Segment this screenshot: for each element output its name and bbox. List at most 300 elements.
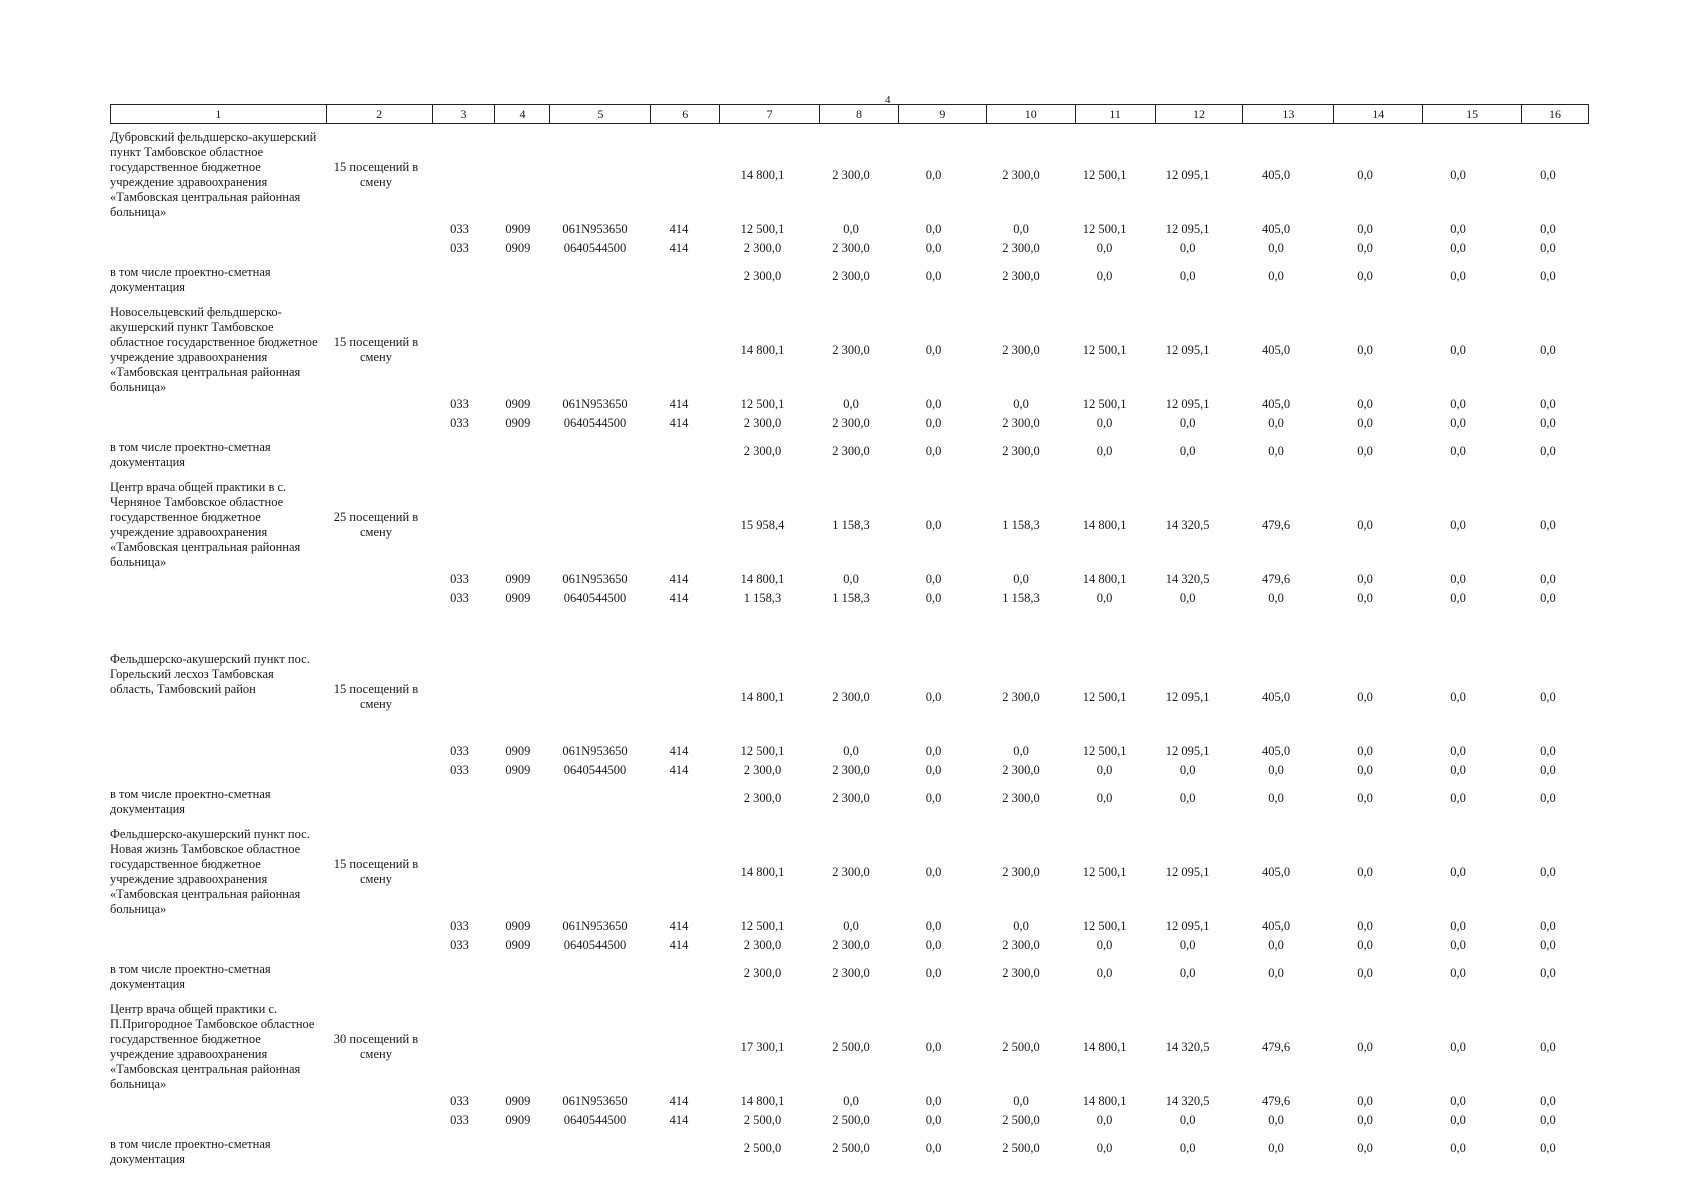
empty-cell <box>645 305 713 343</box>
column-header: 14 <box>1334 105 1423 123</box>
table-row <box>110 440 1589 472</box>
facility-name: Центр врача общей практики в с. Черняное Тамбовское областное государственное бюджетное учреждение здравоохранения «Тамбовская центральная районная больница» <box>110 480 301 569</box>
value-cell: 2 500,0 <box>1002 1040 1040 1054</box>
empty-cell <box>545 1002 645 1040</box>
value-cell: 0,0 <box>1450 1040 1466 1054</box>
value-cell: 2 300,0 <box>1002 690 1040 704</box>
value-cell: 2 300,0 <box>1002 168 1040 182</box>
value-cell: 0,0 <box>1450 966 1466 980</box>
value-cell: 0,0 <box>1013 397 1029 411</box>
value-cell: 0,0 <box>925 269 942 283</box>
value-cell: 0,0 <box>1540 222 1556 236</box>
value-cell: 0,0 <box>1096 269 1113 283</box>
section-code: 0909 <box>505 241 531 255</box>
empty-cell <box>428 827 490 865</box>
section-code: 0909 <box>505 1113 531 1127</box>
table-row <box>110 744 1589 763</box>
value-cell: 12 500,1 <box>1082 168 1127 182</box>
empty-cell <box>491 305 545 343</box>
value-cell: 12 500,1 <box>1082 919 1127 933</box>
expense-type: 414 <box>669 919 689 933</box>
value-cell: 0,0 <box>1013 1094 1029 1108</box>
value-cell: 0,0 <box>1179 591 1196 605</box>
value-cell: 0,0 <box>843 572 859 586</box>
table-row <box>110 416 1589 435</box>
value-cell: 2 300,0 <box>832 241 870 255</box>
table-row <box>110 1137 1589 1169</box>
value-cell: 0,0 <box>1357 343 1373 357</box>
value-cell: 2 500,0 <box>743 1141 782 1155</box>
value-cell: 0,0 <box>925 518 942 532</box>
column-header: 12 <box>1156 105 1244 123</box>
chapter-code: 033 <box>450 1113 469 1127</box>
value-cell: 0,0 <box>1096 444 1113 458</box>
expense-type: 414 <box>669 938 689 952</box>
value-cell: 0,0 <box>1268 938 1284 952</box>
value-cell: 405,0 <box>1262 343 1291 357</box>
value-cell: 12 095,1 <box>1165 744 1210 758</box>
column-header: 2 <box>327 105 433 123</box>
value-cell: 0,0 <box>1096 938 1113 952</box>
facility-name: Центр врача общей практики с. П.Пригородное Тамбовское областное государственное бюджетное учреждение здравоохранения «Тамбовская центральная районная больница» <box>110 1002 315 1091</box>
column-header: 13 <box>1243 105 1334 123</box>
value-cell: 405,0 <box>1262 222 1291 236</box>
section-code: 0909 <box>505 744 531 758</box>
value-cell: 2 500,0 <box>832 1040 870 1054</box>
table-row-group <box>110 652 1589 827</box>
empty-cell <box>645 1137 713 1141</box>
value-cell: 2 300,0 <box>832 444 870 458</box>
value-cell: 0,0 <box>1096 1141 1113 1155</box>
value-cell: 0,0 <box>1357 1113 1373 1127</box>
value-cell: 0,0 <box>1013 222 1029 236</box>
chapter-code: 033 <box>450 397 469 411</box>
value-cell: 0,0 <box>1268 241 1284 255</box>
value-cell: 0,0 <box>1540 518 1556 532</box>
value-cell: 0,0 <box>1268 444 1284 458</box>
sub-rows <box>110 395 1589 435</box>
value-cell: 0,0 <box>1450 1113 1466 1127</box>
value-cell: 1 158,3 <box>743 591 782 605</box>
value-cell: 14 800,1 <box>1082 518 1127 532</box>
table-row <box>110 827 1589 917</box>
value-cell: 479,6 <box>1262 1094 1291 1108</box>
value-cell: 0,0 <box>1179 966 1196 980</box>
value-cell: 14 800,1 <box>740 690 785 704</box>
value-cell: 0,0 <box>1179 791 1196 805</box>
target-code: 061N953650 <box>562 397 628 411</box>
value-cell: 2 300,0 <box>1002 416 1040 430</box>
section-code: 0909 <box>505 763 531 777</box>
value-cell: 2 300,0 <box>832 269 870 283</box>
value-cell: 0,0 <box>1013 919 1029 933</box>
table-row <box>110 572 1589 591</box>
value-cell: 0,0 <box>1450 397 1466 411</box>
target-code: 0640544500 <box>563 416 627 430</box>
column-header: 7 <box>720 105 820 123</box>
value-cell: 0,0 <box>1357 168 1373 182</box>
value-cell: 2 300,0 <box>832 168 870 182</box>
empty-cell <box>645 827 713 865</box>
value-cell: 2 300,0 <box>1002 763 1040 777</box>
expense-type: 414 <box>669 1113 689 1127</box>
value-cell: 14 800,1 <box>740 168 785 182</box>
including-label: в том числе проектно-сметная документация <box>110 265 271 294</box>
value-cell: 12 500,1 <box>1082 397 1127 411</box>
value-cell: 12 500,1 <box>1082 690 1127 704</box>
value-cell: 2 300,0 <box>743 241 782 255</box>
capacity: 25 посещений в смену <box>333 510 419 539</box>
empty-cell <box>428 1002 490 1040</box>
table-row <box>110 1002 1589 1092</box>
table-row-group <box>110 827 1589 1002</box>
empty-cell <box>645 440 713 444</box>
value-cell: 14 800,1 <box>740 1094 785 1108</box>
value-cell: 0,0 <box>925 444 942 458</box>
empty-cell <box>645 130 713 168</box>
table-row <box>110 938 1589 957</box>
value-cell: 0,0 <box>925 1094 942 1108</box>
value-cell: 0,0 <box>1357 938 1373 952</box>
value-cell: 0,0 <box>1268 763 1284 777</box>
value-cell: 0,0 <box>925 966 942 980</box>
target-code: 061N953650 <box>562 919 628 933</box>
value-cell: 0,0 <box>1357 241 1373 255</box>
section-code: 0909 <box>505 591 531 605</box>
value-cell: 0,0 <box>1268 1141 1284 1155</box>
expense-type: 414 <box>669 241 689 255</box>
empty-cell <box>491 962 545 966</box>
sub-rows <box>110 742 1589 782</box>
value-cell: 0,0 <box>1540 865 1556 879</box>
section-code: 0909 <box>505 1094 531 1108</box>
value-cell: 2 500,0 <box>832 1113 870 1127</box>
expense-type: 414 <box>669 222 689 236</box>
including-label: в том числе проектно-сметная документация <box>110 440 271 469</box>
capacity: 15 посещений в смену <box>333 335 419 364</box>
value-cell: 0,0 <box>1540 444 1556 458</box>
value-cell: 2 300,0 <box>832 690 870 704</box>
value-cell: 0,0 <box>1450 168 1466 182</box>
table-row-group <box>110 1002 1589 1177</box>
value-cell: 0,0 <box>1357 518 1373 532</box>
value-cell: 0,0 <box>1357 1094 1373 1108</box>
empty-cell <box>545 440 645 444</box>
value-cell: 0,0 <box>1450 241 1466 255</box>
including-label: в том числе проектно-сметная документация <box>110 1137 271 1166</box>
value-cell: 0,0 <box>1540 1040 1556 1054</box>
value-cell: 0,0 <box>1450 343 1466 357</box>
value-cell: 0,0 <box>1540 1113 1556 1127</box>
value-cell: 0,0 <box>1540 572 1556 586</box>
empty-cell <box>491 787 545 791</box>
chapter-code: 033 <box>450 763 469 777</box>
table-row <box>110 919 1589 938</box>
empty-cell <box>428 787 490 791</box>
value-cell: 0,0 <box>1450 444 1466 458</box>
value-cell: 2 300,0 <box>1002 791 1040 805</box>
value-cell: 12 500,1 <box>1082 222 1127 236</box>
value-cell: 14 320,5 <box>1165 572 1210 586</box>
empty-cell <box>645 1002 713 1040</box>
sub-rows <box>110 917 1589 957</box>
value-cell: 0,0 <box>1357 865 1373 879</box>
value-cell: 2 300,0 <box>743 416 782 430</box>
sub-rows <box>110 220 1589 260</box>
value-cell: 0,0 <box>1179 938 1196 952</box>
target-code: 061N953650 <box>562 222 628 236</box>
column-header: 1 <box>111 105 327 123</box>
value-cell: 0,0 <box>925 168 942 182</box>
empty-cell <box>545 265 645 269</box>
value-cell: 0,0 <box>1179 241 1196 255</box>
empty-cell <box>545 130 645 168</box>
value-cell: 0,0 <box>1540 343 1556 357</box>
column-header: 11 <box>1076 105 1156 123</box>
value-cell: 0,0 <box>1450 938 1466 952</box>
empty-cell <box>491 1002 545 1040</box>
value-cell: 0,0 <box>1540 241 1556 255</box>
value-cell: 2 300,0 <box>743 444 782 458</box>
value-cell: 0,0 <box>1268 791 1284 805</box>
empty-cell <box>545 787 645 791</box>
value-cell: 14 320,5 <box>1165 518 1210 532</box>
value-cell: 0,0 <box>925 865 942 879</box>
value-cell: 14 800,1 <box>1082 1094 1127 1108</box>
empty-cell <box>428 652 490 690</box>
value-cell: 12 095,1 <box>1165 343 1210 357</box>
value-cell: 405,0 <box>1262 744 1291 758</box>
column-header: 4 <box>495 105 550 123</box>
column-header: 10 <box>987 105 1076 123</box>
value-cell: 0,0 <box>1357 416 1373 430</box>
value-cell: 0,0 <box>1450 865 1466 879</box>
empty-cell <box>545 652 645 690</box>
value-cell: 2 300,0 <box>832 343 870 357</box>
table-row-group <box>110 130 1589 305</box>
facility-name: Дубровский фельдшерско-акушерский пункт Тамбовское областное государственное бюджетное учреждение здравоохранения «Тамбовская центральная районная больница» <box>110 130 317 219</box>
section-code: 0909 <box>505 416 531 430</box>
page-number: 4 <box>885 94 891 106</box>
value-cell: 479,6 <box>1262 1040 1291 1054</box>
table-row <box>110 962 1589 994</box>
value-cell: 0,0 <box>1357 791 1373 805</box>
value-cell: 14 800,1 <box>740 343 785 357</box>
value-cell: 0,0 <box>925 690 942 704</box>
value-cell: 14 800,1 <box>1082 572 1127 586</box>
chapter-code: 033 <box>450 919 469 933</box>
value-cell: 0,0 <box>925 791 942 805</box>
empty-cell <box>491 440 545 444</box>
value-cell: 12 095,1 <box>1165 919 1210 933</box>
empty-cell <box>428 305 490 343</box>
value-cell: 0,0 <box>1540 763 1556 777</box>
empty-cell <box>545 480 645 518</box>
capacity: 15 посещений в смену <box>333 160 419 189</box>
value-cell: 2 300,0 <box>832 966 870 980</box>
expense-type: 414 <box>669 744 689 758</box>
value-cell: 14 800,1 <box>740 572 785 586</box>
column-header: 3 <box>433 105 496 123</box>
value-cell: 2 300,0 <box>1002 269 1040 283</box>
value-cell: 0,0 <box>1450 791 1466 805</box>
value-cell: 2 300,0 <box>832 865 870 879</box>
including-label: в том числе проектно-сметная документация <box>110 962 271 991</box>
value-cell: 0,0 <box>1357 222 1373 236</box>
value-cell: 2 300,0 <box>1002 343 1040 357</box>
value-cell: 0,0 <box>925 938 942 952</box>
value-cell: 0,0 <box>925 241 942 255</box>
chapter-code: 033 <box>450 416 469 430</box>
value-cell: 405,0 <box>1262 690 1291 704</box>
value-cell: 0,0 <box>1096 763 1113 777</box>
table-row-group <box>110 305 1589 480</box>
empty-cell <box>491 480 545 518</box>
value-cell: 2 300,0 <box>832 763 870 777</box>
value-cell: 0,0 <box>925 763 942 777</box>
section-code: 0909 <box>505 572 531 586</box>
empty-cell <box>545 305 645 343</box>
value-cell: 0,0 <box>1357 269 1373 283</box>
expense-type: 414 <box>669 591 689 605</box>
value-cell: 0,0 <box>1540 1141 1556 1155</box>
value-cell: 0,0 <box>925 343 942 357</box>
empty-cell <box>491 130 545 168</box>
value-cell: 0,0 <box>1540 269 1556 283</box>
value-cell: 0,0 <box>1450 690 1466 704</box>
value-cell: 12 095,1 <box>1165 168 1210 182</box>
value-cell: 0,0 <box>843 744 859 758</box>
column-header: 8 <box>820 105 899 123</box>
value-cell: 17 300,1 <box>740 1040 785 1054</box>
value-cell: 15 958,4 <box>740 518 785 532</box>
section-code: 0909 <box>505 397 531 411</box>
empty-cell <box>645 480 713 518</box>
target-code: 061N953650 <box>562 572 628 586</box>
chapter-code: 033 <box>450 241 469 255</box>
value-cell: 0,0 <box>925 397 942 411</box>
expense-type: 414 <box>669 572 689 586</box>
chapter-code: 033 <box>450 572 469 586</box>
value-cell: 12 500,1 <box>1082 865 1127 879</box>
chapter-code: 033 <box>450 938 469 952</box>
value-cell: 2 300,0 <box>832 938 870 952</box>
value-cell: 12 500,1 <box>740 744 785 758</box>
value-cell: 12 500,1 <box>740 222 785 236</box>
column-header: 6 <box>651 105 720 123</box>
empty-cell <box>428 265 490 269</box>
value-cell: 479,6 <box>1262 518 1291 532</box>
value-cell: 12 095,1 <box>1165 397 1210 411</box>
expense-type: 414 <box>669 416 689 430</box>
value-cell: 2 500,0 <box>832 1141 870 1155</box>
table-row <box>110 591 1589 610</box>
value-cell: 0,0 <box>925 1141 942 1155</box>
value-cell: 0,0 <box>1540 1094 1556 1108</box>
empty-cell <box>491 1137 545 1141</box>
value-cell: 0,0 <box>1357 763 1373 777</box>
empty-cell <box>428 1137 490 1141</box>
value-cell: 0,0 <box>1268 966 1284 980</box>
target-code: 0640544500 <box>563 591 627 605</box>
empty-cell <box>428 440 490 444</box>
including-label: в том числе проектно-сметная документация <box>110 787 271 816</box>
empty-cell <box>545 827 645 865</box>
value-cell: 0,0 <box>1357 397 1373 411</box>
value-cell: 0,0 <box>843 397 859 411</box>
sub-rows <box>110 1092 1589 1132</box>
section-code: 0909 <box>505 919 531 933</box>
value-cell: 0,0 <box>1357 591 1373 605</box>
value-cell: 2 300,0 <box>743 763 782 777</box>
empty-cell <box>428 480 490 518</box>
table-row-group <box>110 480 1589 618</box>
value-cell: 0,0 <box>1540 919 1556 933</box>
value-cell: 2 300,0 <box>743 269 782 283</box>
table-body <box>110 130 1589 1177</box>
value-cell: 14 800,1 <box>1082 1040 1127 1054</box>
section-code: 0909 <box>505 222 531 236</box>
target-code: 061N953650 <box>562 744 628 758</box>
value-cell: 0,0 <box>1357 572 1373 586</box>
value-cell: 0,0 <box>925 222 942 236</box>
value-cell: 2 300,0 <box>1002 966 1040 980</box>
value-cell: 12 095,1 <box>1165 222 1210 236</box>
value-cell: 0,0 <box>1096 966 1113 980</box>
target-code: 061N953650 <box>562 1094 628 1108</box>
value-cell: 0,0 <box>1096 1113 1113 1127</box>
value-cell: 0,0 <box>1096 591 1113 605</box>
empty-cell <box>545 962 645 966</box>
empty-cell <box>645 265 713 269</box>
value-cell: 0,0 <box>925 572 942 586</box>
column-header: 16 <box>1549 107 1561 121</box>
value-cell: 2 300,0 <box>743 938 782 952</box>
value-cell: 0,0 <box>1179 416 1196 430</box>
capacity: 30 посещений в смену <box>333 1032 419 1061</box>
value-cell: 0,0 <box>1179 1113 1196 1127</box>
value-cell: 0,0 <box>1357 919 1373 933</box>
value-cell: 0,0 <box>1450 572 1466 586</box>
value-cell: 0,0 <box>1179 763 1196 777</box>
facility-name: Фельдшерско-акушерский пункт пос. Новая жизнь Тамбовское областное государственное бюджетное учреждение здравоохранения «Тамбовская центральная районная больница» <box>110 827 310 916</box>
value-cell: 0,0 <box>925 744 942 758</box>
value-cell: 2 300,0 <box>1002 444 1040 458</box>
value-cell: 0,0 <box>1450 269 1466 283</box>
table-row <box>110 787 1589 819</box>
value-cell: 2 300,0 <box>1002 865 1040 879</box>
value-cell: 0,0 <box>1540 791 1556 805</box>
empty-cell <box>545 1137 645 1141</box>
empty-cell <box>491 827 545 865</box>
table-row <box>110 652 1589 742</box>
value-cell: 0,0 <box>1450 1094 1466 1108</box>
column-header: 9 <box>899 105 987 123</box>
value-cell: 0,0 <box>1096 241 1113 255</box>
value-cell: 0,0 <box>1450 1141 1466 1155</box>
table-row <box>110 222 1589 241</box>
value-cell: 0,0 <box>1268 269 1284 283</box>
value-cell: 0,0 <box>1013 572 1029 586</box>
value-cell: 2 300,0 <box>1002 241 1040 255</box>
value-cell: 2 300,0 <box>743 966 782 980</box>
value-cell: 2 300,0 <box>1002 938 1040 952</box>
value-cell: 12 500,1 <box>740 397 785 411</box>
value-cell: 405,0 <box>1262 168 1291 182</box>
empty-cell <box>645 787 713 791</box>
value-cell: 0,0 <box>925 416 942 430</box>
value-cell: 0,0 <box>1096 416 1113 430</box>
